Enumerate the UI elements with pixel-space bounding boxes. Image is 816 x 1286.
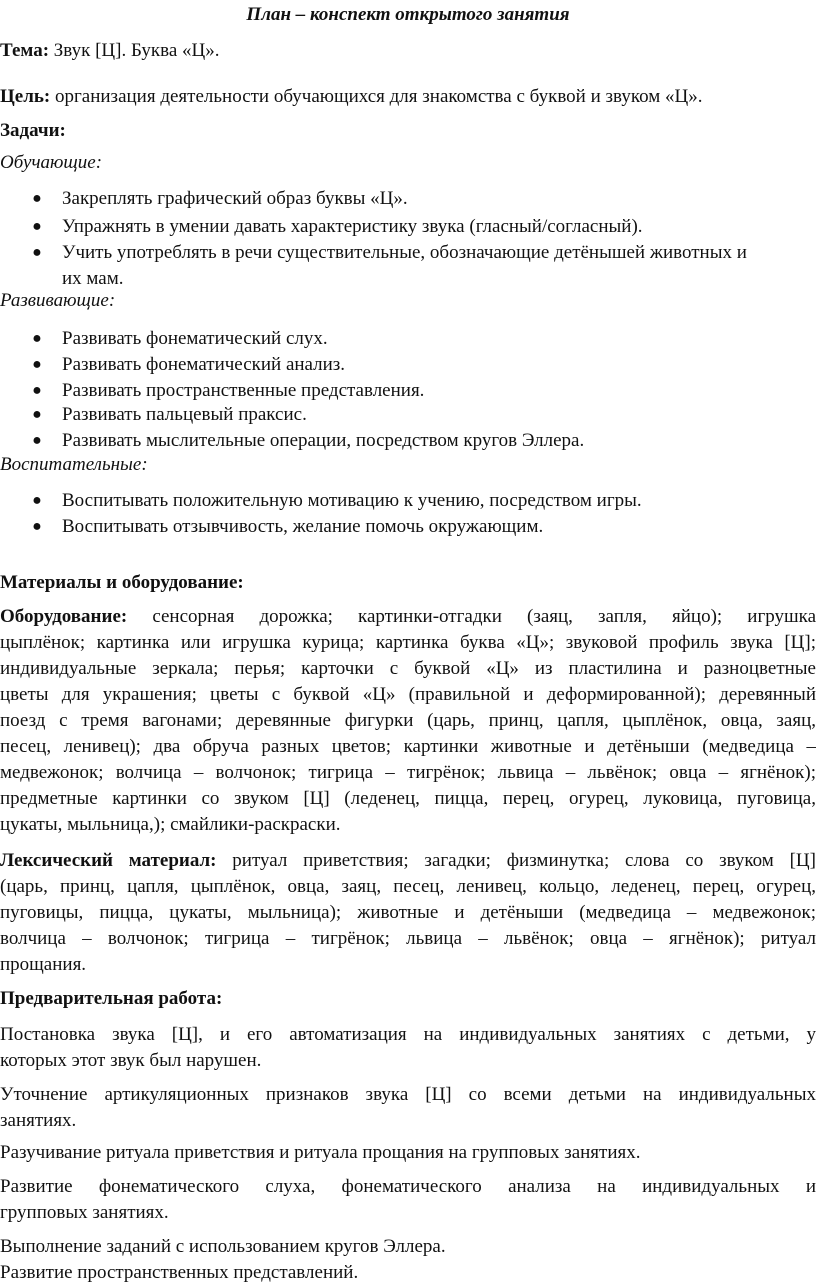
topic-label: Тема:	[0, 40, 50, 61]
topic-line	[0, 38, 816, 64]
bullet-icon: ●	[32, 330, 42, 347]
goal-line	[0, 84, 816, 110]
bullet-icon: ●	[32, 190, 42, 207]
bullet-icon: ●	[32, 492, 42, 509]
document-page: План – конспект открытого занятия Тема: Звук [Ц]. Буква «Ц». Цель: организация деятельности обучающихся для знакомства с буквой и звуком «Ц». Задачи: Обучающие: ● Закреплять графический образ буквы «Ц». ● Упражнять в умении давать характеристику звука (гласный/согласный). ● Учить употреблять в речи существительные, обозначающие детёнышей животных и их мам. Развивающие: ● Развивать фонематический слух. ● Развивать фонематический анализ. ● Развивать пространственные представления. ● Развивать пальцевый праксис. ● Развивать мыслительные операции, посредством кругов Эллера. Воспитательные: ● Воспитывать положительную мотивацию к учению, посредством игры. ● Воспитывать отзывчивость, желание помочь окружающим. Материалы и оборудование: Оборудование: сенсорная дорожка; картинки-отгадки (заяц, запля, яйцо); игрушка цыплёнок; картинка или игрушка курица; картинка буква «Ц»; звуковой профиль звука [Ц]; индивидуальные зеркала; перья; карточки с буквой «Ц» из пластилина и разноцветные цветы для украшения; цветы с буквой «Ц» (правильной и деформированной); деревянный поезд с тремя вагонами; деревянные фигурки (царь, принц, цапля, цыплёнок, овца, заяц, песец, ленивец); два обруча разных цветов; картинки животные и детёныши (медведица – медвежонок; волчица – волчонок; тигрица – тигрёнок; львица – львёнок; овца – ягнёнок); предметные картинки со звуком [Ц] (леденец, пицца, перец, огурец, луковица, пуговица, цукаты, мыльница,); смайлики-раскраски. Лексический материал: ритуал приветствия; загадки; физминутка; слова со звуком [Ц] (царь, принц, цапля, цыплёнок, овца, заяц, песец, ленивец, кольцо, леденец, перец, огурец, пуговицы, пицца, цукаты, мыльница); животные и детёныши (медведица – медвежонок; волчица – волчонок; тигрица – тигрёнок; львица – львёнок; овца – ягнёнок); ритуал прощания. Предварительная работа: Постановка звука [Ц], и его автоматизация на индивидуальных занятиях с детьми, у которых этот звук был нарушен. Уточнение артикуляционных признаков звука [Ц] со всеми детьми на индивидуальных занятиях. Разучивание ритуала приветствия и ритуала прощания на групповых занятиях. Развитие фонематического слуха, фонематического анализа на индивидуальных и групповых занятиях. Выполнение заданий с использованием кругов Эллера. Развитие пространственных представлений.	[0, 4, 816, 1283]
preliminary-heading: Предварительная работа:	[0, 988, 223, 1009]
bullet-icon: ●	[32, 518, 42, 535]
bullet-icon: ●	[32, 432, 42, 449]
bullet-icon: ●	[32, 244, 42, 261]
goal-text: организация деятельности обучающихся для знакомства с буквой и звуком «Ц».	[50, 86, 703, 107]
goal-label: Цель:	[0, 86, 51, 107]
bullet-icon: ●	[32, 406, 42, 423]
lexical-label: Лексический материал:	[0, 850, 217, 871]
educational-heading: Воспитательные:	[0, 454, 148, 475]
bullet-icon: ●	[32, 382, 42, 399]
teaching-heading: Обучающие:	[0, 152, 103, 173]
bullet-icon: ●	[32, 218, 42, 235]
tasks-heading: Задачи:	[0, 120, 66, 141]
bullet-icon: ●	[32, 356, 42, 373]
materials-heading: Материалы и оборудование:	[0, 572, 244, 593]
equipment-label: Оборудование:	[0, 606, 128, 627]
developing-heading: Развивающие:	[0, 290, 116, 311]
topic-text: Звук [Ц]. Буква «Ц».	[49, 40, 220, 61]
page-title: План – конспект открытого занятия	[246, 4, 570, 25]
